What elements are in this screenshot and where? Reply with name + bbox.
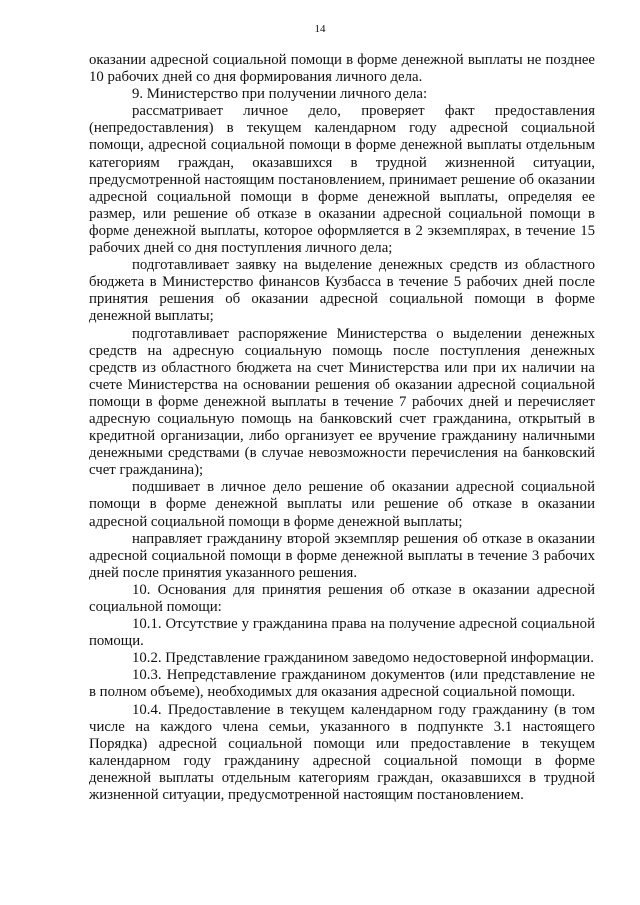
paragraph-continuation: оказании адресной социальной помощи в форме денежной выплаты не позднее 10 рабочих дней со дня формирования личного дела. <box>89 52 595 86</box>
paragraph-item-10-1: 10.1. Отсутствие у гражданина права на получение адресной социальной помощи. <box>89 616 595 650</box>
paragraph-item-10-2: 10.2. Представление гражданином заведомо недостоверной информации. <box>132 650 594 667</box>
paragraph-item-9: 9. Министерство при получении личного дела: <box>132 86 428 103</box>
paragraph-item-10-4: 10.4. Предоставление в текущем календарном году гражданину (в том числе на каждого члена семьи, указанного в подпункте 3.1 настоящего Порядка) адресной социальной помощи или предоставление в текущем календарном году гражданину адресной социальной помощи в форме денежной выплаты отдельным категориям граждан, оказавшихся в трудной жизненной ситуации, предусмотренной настоящим постановлением. <box>89 701 595 804</box>
paragraph-prepares-order: подготавливает распоряжение Министерства о выделении денежных средств на адресную социальную помощь после поступления денежных средств из областного бюджета на счет Министерства или при их наличии на счете Министерства на основании решения об оказании адресной социальной помощи в форме денежной выплаты в течение 7 рабочих дней и перечисляет адресную социальную помощь на банковский счет гражданина, открытый в кредитной организации, либо организует ее вручение гражданину наличными денежными средствами (в случае невозможности перечисления на банковский счет гражданина); <box>89 325 595 479</box>
page-number: 14 <box>314 23 326 35</box>
paragraph-prepares-request: подготавливает заявку на выделение денежных средств из областного бюджета в Министерство финансов Кузбасса в течение 5 рабочих дней после принятия решения об оказании адресной социальной помощи в форме денежной выплаты; <box>89 257 595 325</box>
paragraph-sends-copy: направляет гражданину второй экземпляр решения об отказе в оказании адресной социальной помощи в форме денежной выплаты в течение 3 рабочих дней после принятия указанного решения. <box>89 530 595 581</box>
document-body <box>89 52 595 804</box>
paragraph-reviews-case: рассматривает личное дело, проверяет факт предоставления (непредоставления) в текущем календарном году адресной социальной помощи, адресной социальной помощи в форме денежной выплаты отдельным категориям граждан, оказавшихся в трудной жизненной ситуации, предусмотренной настоящим постановлением, принимает решение об оказании адресной социальной помощи в форме денежной выплаты, определяя ее размер, или решение об отказе в оказании адресной социальной помощи в форме денежной выплаты, которое оформляется в 2 экземплярах, в течение 15 рабочих дней со дня поступления личного дела; <box>89 103 595 257</box>
paragraph-item-10: 10. Основания для принятия решения об отказе в оказании адресной социальной помощи: <box>89 581 595 615</box>
paragraph-files-decision: подшивает в личное дело решение об оказании адресной социальной помощи в форме денежной выплаты или решение об отказе в оказании адресной социальной помощи в форме денежной выплаты; <box>89 479 595 530</box>
paragraph-item-10-3: 10.3. Непредставление гражданином документов (или представление не в полном объеме), необходимых для оказания адресной социальной помощи. <box>89 667 595 701</box>
